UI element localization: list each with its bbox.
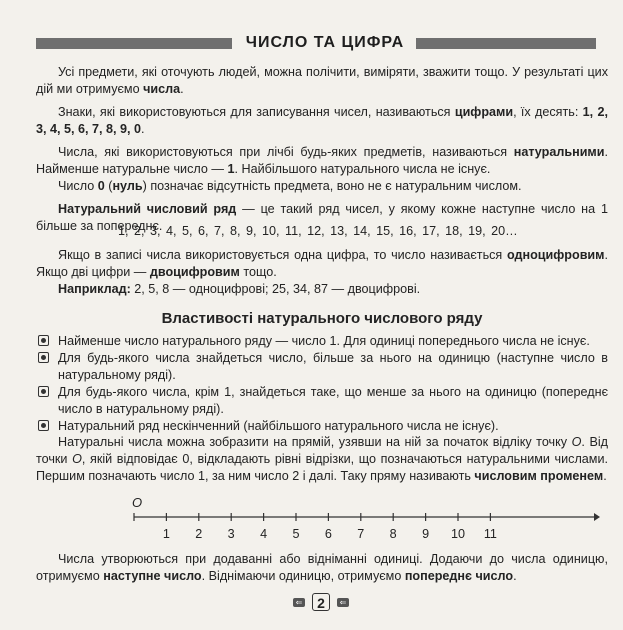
properties-heading: Властивості натурального числового ряду xyxy=(161,310,483,327)
ray-tick-label: 2 xyxy=(195,527,203,541)
ray-tick-label: 11 xyxy=(483,527,497,541)
section-header xyxy=(36,35,596,53)
paragraph-example: Наприклад: 2, 5, 8 — одноцифрові; 25, 34, 87 — двоцифрові. xyxy=(58,282,421,296)
page-title: ЧИСЛО ТА ЦИФРА xyxy=(245,34,405,51)
outro-block xyxy=(36,551,608,585)
ray-arrowhead xyxy=(594,513,600,521)
paragraph-zero: Число 0 (нуль) позначає відсутність предмета, воно не є натуральним числом. xyxy=(58,179,522,193)
prev-page-icon[interactable]: ⇐ xyxy=(293,598,305,607)
paragraph-single-two-digit: Якщо в записі числа використовується одна цифра, то число називається одноцифровим. Якщо дві цифри — двоцифровим тощо. xyxy=(36,248,608,279)
natural-sequence: 1, 2, 3, 4, 5, 6, 7, 8, 9, 10, 11, 12, 13, 14, 15, 16, 17, 18, 19, 20… xyxy=(118,224,518,238)
paragraph-next-prev: Числа утворюються при додаванні або відніманні одиниці. Додаючи до числа одиницю, отримуємо наступне число. Віднімаючи одиницю, отримуємо попереднє число. xyxy=(36,552,608,583)
header-bar-right xyxy=(416,38,596,49)
bullet-icon xyxy=(38,386,49,397)
paragraph-numbers: Усі предмети, які оточують людей, можна полічити, виміряти, зважити тощо. У результаті цих дій ми отримуємо числа. xyxy=(36,65,608,96)
paragraph-natural-series: Натуральний числовий ряд — це такий ряд чисел, у якому кожне наступне число на 1 більше за попереднє. xyxy=(36,202,608,233)
properties-list xyxy=(36,333,608,435)
intro-block xyxy=(36,64,608,235)
number-ray-svg xyxy=(120,495,600,529)
digits-count-block xyxy=(36,247,608,298)
page-footer xyxy=(0,593,623,613)
ray-tick-label: 3 xyxy=(227,527,235,541)
list-item: Найменше число натурального ряду — число 1. Для одиниці попереднього числа не існує. xyxy=(36,333,608,350)
number-ray xyxy=(120,495,600,545)
ray-tick-label: 9 xyxy=(422,527,430,541)
bullet-icon xyxy=(38,335,49,346)
ray-tick-label: 5 xyxy=(292,527,300,541)
page-number: 2 xyxy=(312,593,330,611)
ray-description xyxy=(36,434,608,485)
ray-tick-label: 10 xyxy=(450,527,465,541)
bullet-icon xyxy=(38,352,49,363)
ray-tick-label: 4 xyxy=(260,527,268,541)
paragraph-natural-numbers: Числа, які використовуються при лічбі будь-яких предметів, називаються натуральними. Найменше натуральне число — 1. Найбільшого натурального числа не існує. xyxy=(36,145,608,176)
list-item: Для будь-якого числа знайдеться число, більше за нього на одиницю (наступне число в натуральному ряді). xyxy=(36,350,608,384)
header-bar-left xyxy=(36,38,232,49)
list-item: Натуральний ряд нескінченний (найбільшого натурального числа не існує). xyxy=(36,418,608,435)
paragraph-digits: Знаки, які використовуються для записування чисел, називаються цифрами, їх десять: 1, 2, 3, 4, 5, 6, 7, 8, 9, 0. xyxy=(36,105,609,136)
origin-label: O xyxy=(132,495,143,510)
ray-tick-label: 6 xyxy=(324,527,332,541)
ray-tick-label: 1 xyxy=(162,527,170,541)
bullet-icon xyxy=(38,420,49,431)
paragraph-number-ray: Натуральні числа можна зобразити на прямій, узявши на ній за початок відліку точку O. Від точки O, якій відповідає 0, відкладають рівні відрізки, що позначаються натуральними числами. Першим позначають число 1, за ним число 2 і далі. Таку пряму називають числовим променем. xyxy=(36,435,608,483)
next-page-icon[interactable]: ⇐ xyxy=(337,598,349,607)
ray-tick-label: 7 xyxy=(357,527,365,541)
list-item: Для будь-якого числа, крім 1, знайдеться таке, що менше за нього на одиницю (попереднє число в натуральному ряді). xyxy=(36,384,608,418)
ray-tick-label: 8 xyxy=(389,527,397,541)
